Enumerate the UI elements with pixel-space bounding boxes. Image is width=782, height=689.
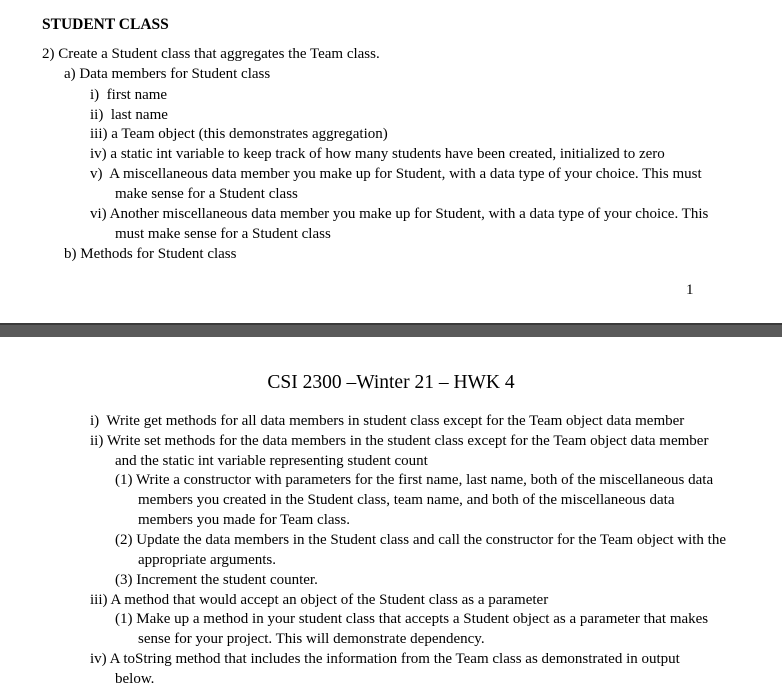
page-number: 1 (686, 282, 694, 298)
list-item: iv) a static int variable to keep track of how many students have been created, initialized to zero (90, 146, 665, 162)
list-item: i) Write get methods for all data members in student class except for the Team object data member (90, 413, 685, 429)
list-item: (2) Update the data members in the Student class and call the constructor for the Team object with the (115, 532, 726, 548)
section-heading: STUDENT CLASS (42, 16, 169, 33)
list-item: (1) Write a constructor with parameters for the first name, last name, both of the miscellaneous data (115, 472, 714, 488)
list-item: i) first name (90, 87, 168, 103)
list-item-continuation: appropriate arguments. (138, 552, 277, 568)
list-item: (3) Increment the student counter. (115, 572, 318, 588)
page-header-title: CSI 2300 –Winter 21 – HWK 4 (267, 372, 515, 393)
document-page-1 (0, 0, 782, 323)
document-page-2 (0, 337, 782, 686)
list-item-continuation: sense for your project. This will demonstrate dependency. (138, 631, 485, 647)
list-item-continuation: and the static int variable representing student count (115, 453, 428, 469)
list-item-continuation: must make sense for a Student class (115, 226, 331, 242)
list-item: (1) Make up a method in your student class that accepts a Student object as a parameter that makes (115, 611, 709, 627)
list-item: vi) Another miscellaneous data member you make up for Student, with a data type of your choice. This (90, 206, 709, 222)
list-item: ii) last name (90, 107, 168, 123)
list-item: iv) A toString method that includes the information from the Team class as demonstrated in output (90, 651, 680, 667)
list-item: iii) a Team object (this demonstrates aggregation) (90, 126, 388, 142)
list-item-continuation: members you created in the Student class, team name, and both of the miscellaneous data (138, 492, 675, 508)
list-item: v) A miscellaneous data member you make up for Student, with a data type of your choice. This must (90, 166, 702, 182)
list-item: ii) Write set methods for the data members in the student class except for the Team object data member (90, 433, 709, 449)
list-item-continuation: below. (115, 671, 155, 687)
list-item: 2) Create a Student class that aggregates the Team class. (42, 46, 380, 62)
list-item: b) Methods for Student class (64, 246, 237, 262)
list-item: iii) A method that would accept an object of the Student class as a parameter (90, 592, 549, 608)
list-item-continuation: members you made for Team class. (138, 512, 350, 528)
list-item-continuation: make sense for a Student class (115, 186, 298, 202)
cut-off-text-fragment (0, 0, 782, 2)
list-item: a) Data members for Student class (64, 66, 271, 82)
